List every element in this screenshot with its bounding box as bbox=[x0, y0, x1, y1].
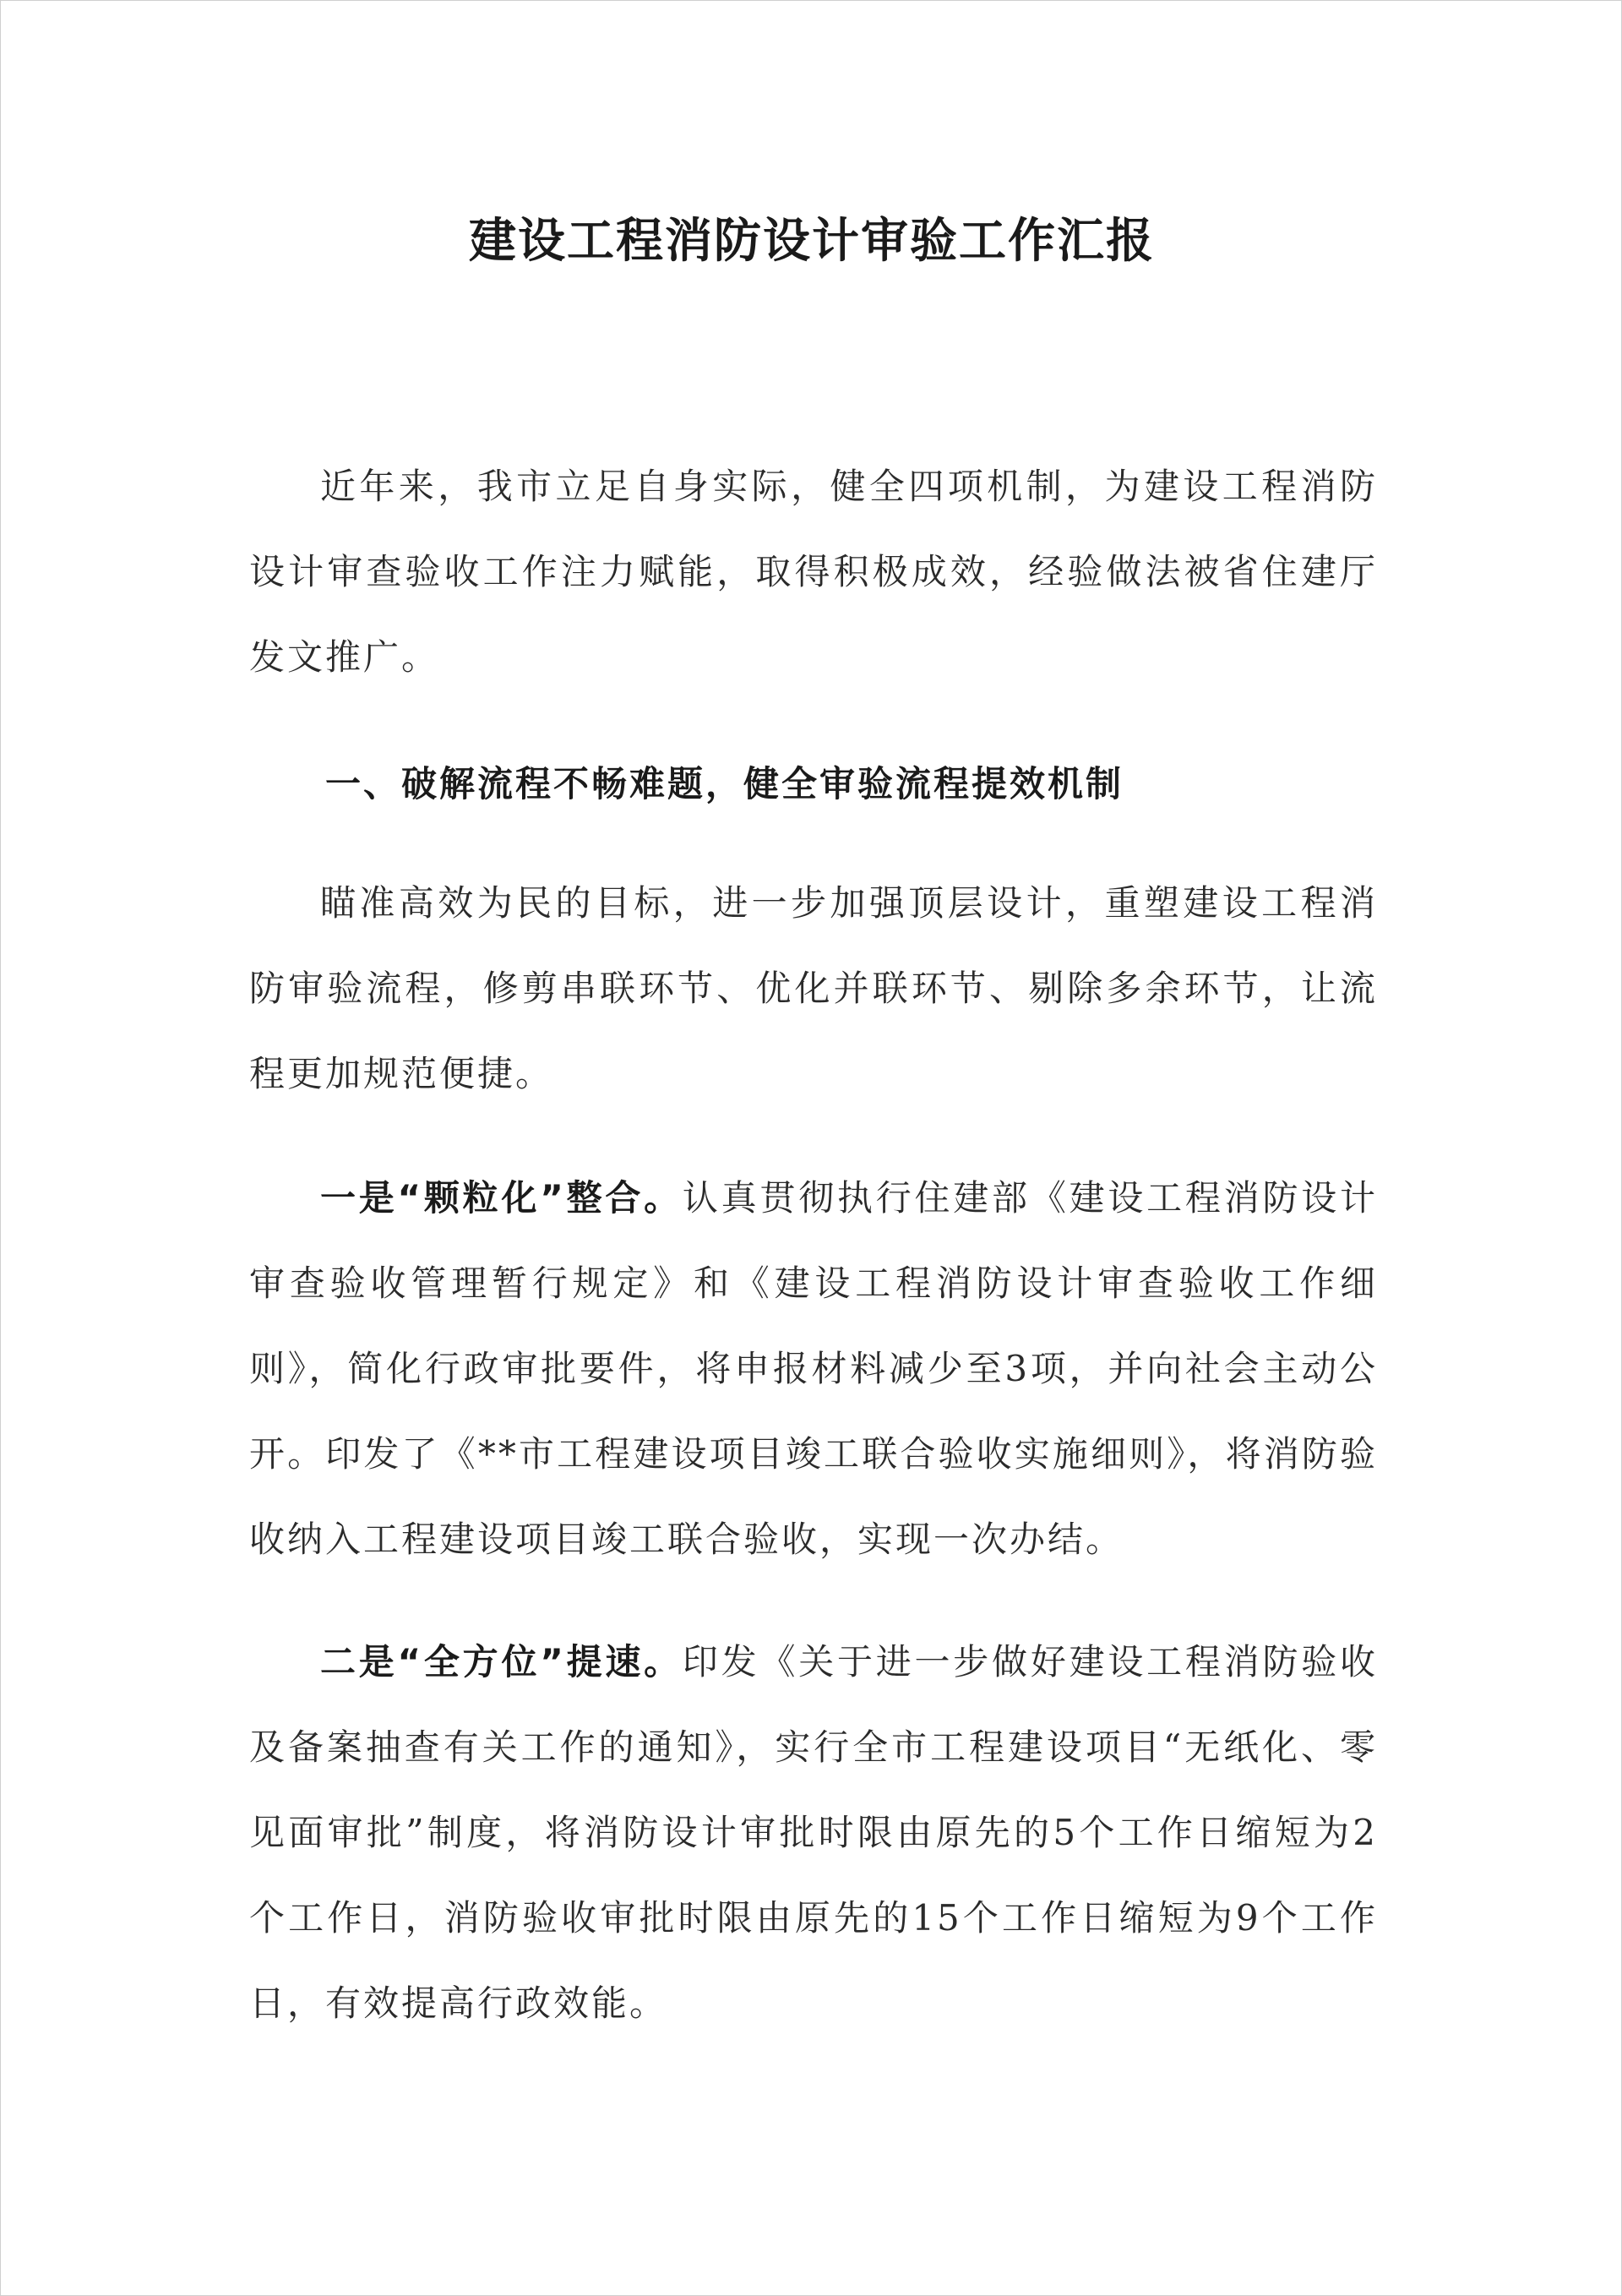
item1-lead: 一是“颗粒化”整合。 bbox=[320, 1177, 683, 1219]
item2-block bbox=[249, 1619, 1378, 2046]
item2-text: 印发《关于进一步做好建设工程消防验收及备案抽查有关工作的通知》，实行全市工程建设项目“无纸化、零见面审批”制度，将消防设计审批时限由原先的5个工作日缩短为2个工作日，消防验收审批时限由原先的15个工作日缩短为9个工作日，有效提高行政效能。 bbox=[249, 1641, 1378, 2024]
item1-block bbox=[249, 1155, 1378, 1582]
item1-text: 认真贯彻执行住建部《建设工程消防设计审查验收管理暂行规定》和《建设工程消防设计审查验收工作细则》，简化行政审批要件，将申报材料减少至3项，并向社会主动公开。印发了《**市工程建设项目竣工联合验收实施细则》，将消防验收纳入工程建设项目竣工联合验收，实现一次办结。 bbox=[249, 1177, 1378, 1560]
intro-block bbox=[249, 444, 1378, 700]
document-title: 建设工程消防设计审验工作汇报 bbox=[469, 214, 1155, 269]
section1-heading: 一、破解流程不畅难题，健全审验流程提效机制 bbox=[325, 763, 1124, 804]
section1-paragraph: 瞄准高效为民的目标，进一步加强顶层设计，重塑建设工程消防审验流程，修剪串联环节、优化并联环节、剔除多余环节，让流程更加规范便捷。 bbox=[249, 882, 1378, 1094]
item2-lead: 二是“全方位”提速。 bbox=[320, 1641, 683, 1682]
item1-paragraph bbox=[249, 1155, 1378, 1582]
item2-paragraph bbox=[249, 1619, 1378, 2046]
section1-block bbox=[249, 860, 1378, 1116]
intro-paragraph: 近年来，我市立足自身实际，健全四项机制，为建设工程消防设计审查验收工作注力赋能，取得积极成效，经验做法被省住建厅发文推广。 bbox=[249, 466, 1378, 678]
